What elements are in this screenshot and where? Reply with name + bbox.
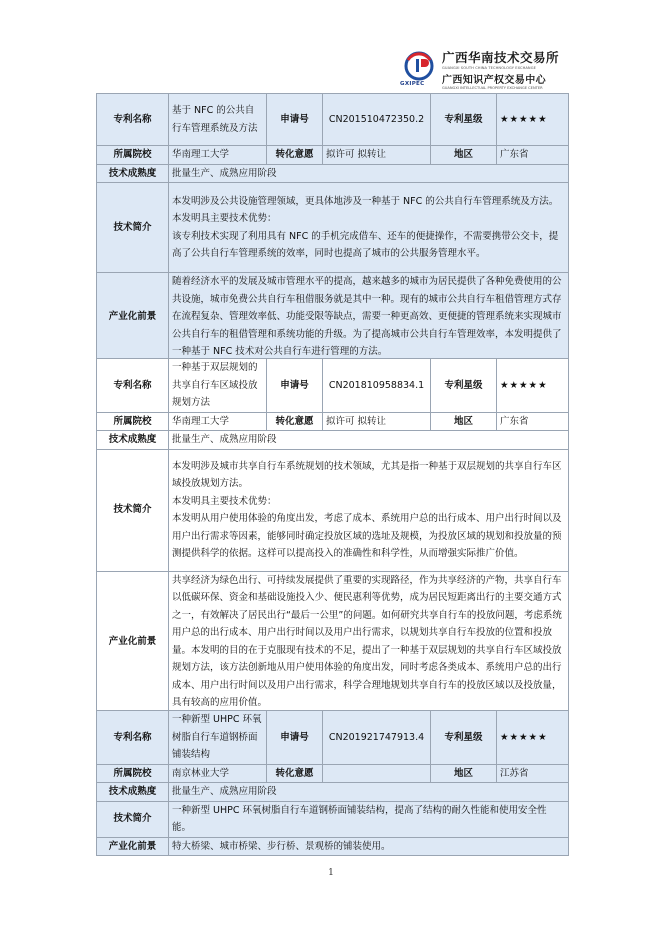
logo-text [442,48,559,90]
patent-table-3 [96,710,569,856]
org-sub-1: GUANGXI SOUTH CHINA TECHNOLOGY EXCHANGE [442,66,536,70]
patent-rating: ★★★★★ [497,94,569,146]
institution-label: 所属院校 [97,146,169,165]
institution: 南京林业大学 [169,764,267,783]
institution: 华南理工大学 [169,146,267,165]
patent-name-label: 专利名称 [97,94,169,146]
application-no-label: 申请号 [267,711,323,765]
prospect: 随着经济水平的发展及城市管理水平的提高，越来越多的城市为居民提供了各种免费使用的公共设施，城市免费公共自行车租借服务就是其中一种。现有的城市公共自行车租借管理方式存在流程复杂、管理效率低、功能受限等缺点，需要一种更高效、更便捷的管理系统来实现城市公共自行车的租借管理和系统功能的升级。为了提高城市公共自行车管理效率，本发明提供了一种基于 NFC 技术对公共自行车进行管理的方法。 [169,273,569,362]
summary-paragraph: 本发明涉及城市共享自行车系统规划的技术领域，尤其是指一种基于双层规划的共享自行车区域投放规划方法。 [172,460,562,489]
prospect-label: 产业化前景 [97,837,169,856]
maturity: 批量生产、成熟应用阶段 [169,783,569,802]
org-name-2: 广西知识产权交易中心 [442,75,546,86]
summary-paragraph: 一种新型 UHPC 环氧树脂自行车道钢桥面铺装结构，提高了结构的耐久性能和使用安全性能。 [172,804,547,833]
org-name-1: 广西华南技术交易所 [442,50,560,65]
summary-paragraph: 本发明从用户使用体验的角度出发，考虑了成本、系统用户总的出行成本、用户出行时间以及用户出行需求等因素，能够同时确定投放区域的选址及规模，为投放区域的规划和投放量的预测提供科学的依据。这样可以提高投入的准确性和科学性，从而增强实际推广价值。 [172,513,562,559]
transfer-intent: 拟许可 拟转让 [323,146,431,165]
patent-table-1 [96,93,569,362]
summary-paragraph: 本发明具主要技术优势： [172,213,277,224]
region: 广东省 [497,146,569,165]
summary-paragraph: 本发明涉及公共设施管理领域，更具体地涉及一种基于 NFC 的公共自行车管理系统及方法。 [172,195,559,207]
prospect-label: 产业化前景 [97,571,169,712]
patent-rating: ★★★★★ [497,359,569,413]
patent-rating-label: 专利星级 [431,711,497,765]
prospect: 共享经济为绿色出行、可持续发展提供了重要的实现路径，作为共享经济的产物，共享自行车以低碳环保、资金和基础设施投入少、便民惠利等优势，成为居民短距离出行的主要交通方式之一，有效解决了居民出行“最后一公里”的问题。如何研究共享自行车的投放问题，考虑系统用户总的出行成本、用户出行时间以及用户出行需求，以规划共享自行车投放的位置和投放量。本发明的目的在于克服现有技术的不足，提出了一种基于双层规划的共享自行车区域投放规划方法，该方法创新地从用户使用体验的角度出发，同时考虑各类成本、系统用户总的出行成本、用户出行时间以及用户出行需求，科学合理地规划共享自行车的投放区域以及投放量，具有较高的应用价值。 [169,571,569,712]
patent-name-label: 专利名称 [97,359,169,413]
summary-label: 技术简介 [97,801,169,837]
maturity-label: 技术成熟度 [97,783,169,802]
logo-caption: GXIPEC [400,81,425,87]
prospect-label: 产业化前景 [97,273,169,362]
prospect: 特大桥梁、城市桥梁、步行桥、景观桥的铺装使用。 [169,837,569,856]
region: 广东省 [497,412,569,431]
maturity: 批量生产、成熟应用阶段 [169,164,569,183]
patent-rating-label: 专利星级 [431,94,497,146]
summary-paragraph: 该专利技术实现了利用具有 NFC 的手机完成借车、还车的便捷操作，不需要携带公交卡，提高了公共自行车管理系统的效率，同时也提高了城市的公共服务管理水平。 [172,230,559,259]
maturity: 批量生产、成熟应用阶段 [169,431,569,450]
application-no-label: 申请号 [267,94,323,146]
application-no: CN201810958834.1 [323,359,431,413]
transfer-intent [323,764,431,783]
patent-rating-label: 专利星级 [431,359,497,413]
patent-name-label: 专利名称 [97,711,169,765]
application-no: CN201510472350.2 [323,94,431,146]
application-no: CN201921747913.4 [323,711,431,765]
patent-rating: ★★★★★ [497,711,569,765]
page-number: 1 [328,868,334,878]
region-label: 地区 [431,146,497,165]
header-logo [400,48,580,90]
transfer-intent: 拟许可 拟转让 [323,412,431,431]
region-label: 地区 [431,412,497,431]
summary-label: 技术简介 [97,183,169,273]
region-label: 地区 [431,764,497,783]
institution-label: 所属院校 [97,412,169,431]
maturity-label: 技术成熟度 [97,164,169,183]
summary-label: 技术简介 [97,449,169,571]
transfer-intent-label: 转化意愿 [267,146,323,165]
institution: 华南理工大学 [169,412,267,431]
institution-label: 所属院校 [97,764,169,783]
summary [169,801,569,837]
summary [169,183,569,273]
patent-name: 一种新型 UHPC 环氧树脂自行车道钢桥面铺装结构 [169,711,267,765]
application-no-label: 申请号 [267,359,323,413]
org-sub-2: GUANGXI INTELLECTUAL PROPERTY EXCHANGE CENTER [442,86,543,90]
region: 江苏省 [497,764,569,783]
patent-name: 基于 NFC 的公共自行车管理系统及方法 [169,94,267,146]
transfer-intent-label: 转化意愿 [267,764,323,783]
patent-name: 一种基于双层规划的共享自行车区域投放规划方法 [169,359,267,413]
summary [169,449,569,571]
summary-paragraph: 本发明具主要技术优势： [172,495,277,507]
maturity-label: 技术成熟度 [97,431,169,450]
transfer-intent-label: 转化意愿 [267,412,323,431]
patent-table-2 [96,358,569,713]
